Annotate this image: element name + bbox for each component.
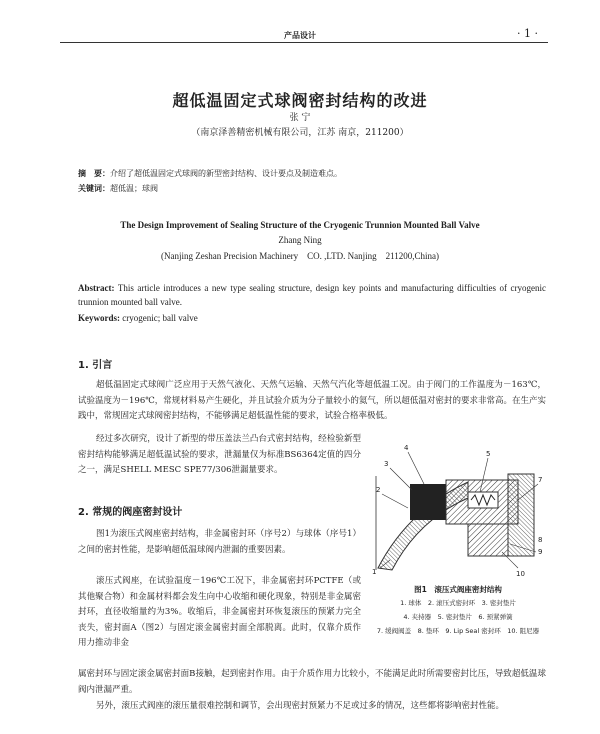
figure-label-2: 2	[376, 486, 381, 494]
affiliation-en: (Nanjing Zeshan Precision Machinery CO. ,LTD. Nanjing 211200,China)	[160, 251, 440, 261]
keywords-cn-text: 超低温；球阀	[110, 184, 158, 193]
keywords-cn-label: 关键词：	[78, 184, 110, 193]
figure-legend-line: 1. 球体 2. 滚压式密封环 3. 密封垫片	[400, 599, 516, 607]
seal-ring-shape	[410, 484, 446, 520]
figure-label-9: 9	[538, 548, 543, 556]
figure-label-10: 10	[516, 570, 525, 578]
keywords-en-text: cryogenic; ball valve	[120, 313, 198, 323]
figure-label-7: 7	[538, 476, 543, 484]
bonnet-shape	[508, 474, 534, 556]
paragraph-seat-3: 属密封环与固定滚金属密封面B接触，起到密封作用。由于介质作用力比较小，不能满足此时所需要密封比压，导致超低温球阀内泄漏严重。	[78, 669, 546, 695]
figure-legend-line: 4. 夹持器 5. 密封垫片 6. 预紧弹簧	[403, 613, 513, 621]
abstract-en-label: Abstract:	[78, 283, 115, 293]
paragraph-seat-4: 另外，滚压式阀座的滚压量很难控制和调节，会出现密封预紧力不足或过多的情况，这些都将影响密封性能。	[96, 701, 505, 711]
abstract-cn	[78, 168, 342, 179]
page-number: · 1 ·	[517, 27, 538, 40]
paper-title-en: The Design Improvement of Sealing Structure of the Cryogenic Trunnion Mounted Ball Valve	[120, 220, 480, 230]
figure-label-4: 4	[404, 444, 409, 452]
header-rule	[60, 42, 548, 43]
author-cn: 张 宁	[289, 113, 311, 123]
running-header: 产品设计	[284, 31, 316, 40]
abstract-cn-text: 介绍了超低温固定式球阀的新型密封结构、设计要点及制造难点。	[110, 169, 342, 178]
paragraph-intro-2: 经过多次研究，设计了新型的带压盖法兰凸台式密封结构，经检验新型密封结构能够满足超低温试验的要求，泄漏量仅为标准BS6364定值的四分之一，满足SHELL MESC SPE77/306泄漏量要求。	[78, 434, 361, 475]
paragraph-intro-1: 超低温固定式球阀广泛应用于天然气液化、天然气运输、天然气汽化等超低温工况。由于阀门的工作温度为－163℃，试验温度为－196℃，常规材料易产生硬化，并且试验介质为分子量较小的氦气，所以超低温对密封的要求非常高。在生产实践中，常规固定式球阀密封结构，不能够满足超低温性能的要求，试验合格率极低。	[78, 380, 546, 421]
abstract-en-text: This article introduces a new type sealing structure, design key points and manufacturing difficulties of cryogenic trunnion mounted ball valve.	[78, 283, 546, 307]
leader-line-4	[408, 452, 424, 484]
gasket-ring-shape	[468, 524, 508, 556]
figure-label-3: 3	[384, 460, 389, 468]
paragraph-seat-1: 图1为滚压式阀座密封结构，非金属密封环（序号2）与球体（序号1）之间的密封性能，是影响超低温球阀内泄漏的重要因素。	[78, 529, 361, 555]
figure-label-1: 1	[372, 568, 377, 576]
figure-legend-line: 7. 缓阀阀盖 8. 垫环 9. Lip Seal 密封环 10. 阻尼器	[376, 627, 540, 635]
figure-caption: 图1 滚压式阀座密封结构	[414, 585, 502, 594]
figure-label-8: 8	[538, 536, 543, 544]
keywords-cn	[78, 183, 158, 194]
section-heading-intro: 1. 引言	[78, 360, 113, 371]
figure-label-5: 5	[486, 450, 491, 458]
leader-line-3	[390, 468, 412, 490]
abstract-en	[78, 281, 546, 309]
section-heading-seat-design: 2. 常规的阀座密封设计	[78, 507, 183, 518]
affiliation-cn: （南京泽善精密机械有限公司，江苏 南京，211200）	[191, 128, 409, 138]
author-en: Zhang Ning	[278, 235, 322, 245]
seal-structure-figure	[368, 440, 548, 580]
paragraph-seat-2: 滚压式阀座，在试验温度－196℃工况下，非金属密封环PCTFE（或其他聚合物）和金属材料都会发生向中心收缩和硬化现象，特别是非金属密封环，直径收缩量约为3%。收缩后，非金属密封环恢复滚压的预紧力完全丧失，密封面A（图2）与固定滚金属密封面全部脱离。此时，仅靠介质作用力推动非金	[78, 576, 361, 648]
keywords-en-label: Keywords:	[78, 313, 120, 323]
paper-title-cn: 超低温固定式球阀密封结构的改进	[172, 91, 428, 110]
abstract-cn-label: 摘 要：	[78, 169, 110, 178]
leader-line-2	[382, 494, 408, 508]
keywords-en	[78, 313, 198, 323]
